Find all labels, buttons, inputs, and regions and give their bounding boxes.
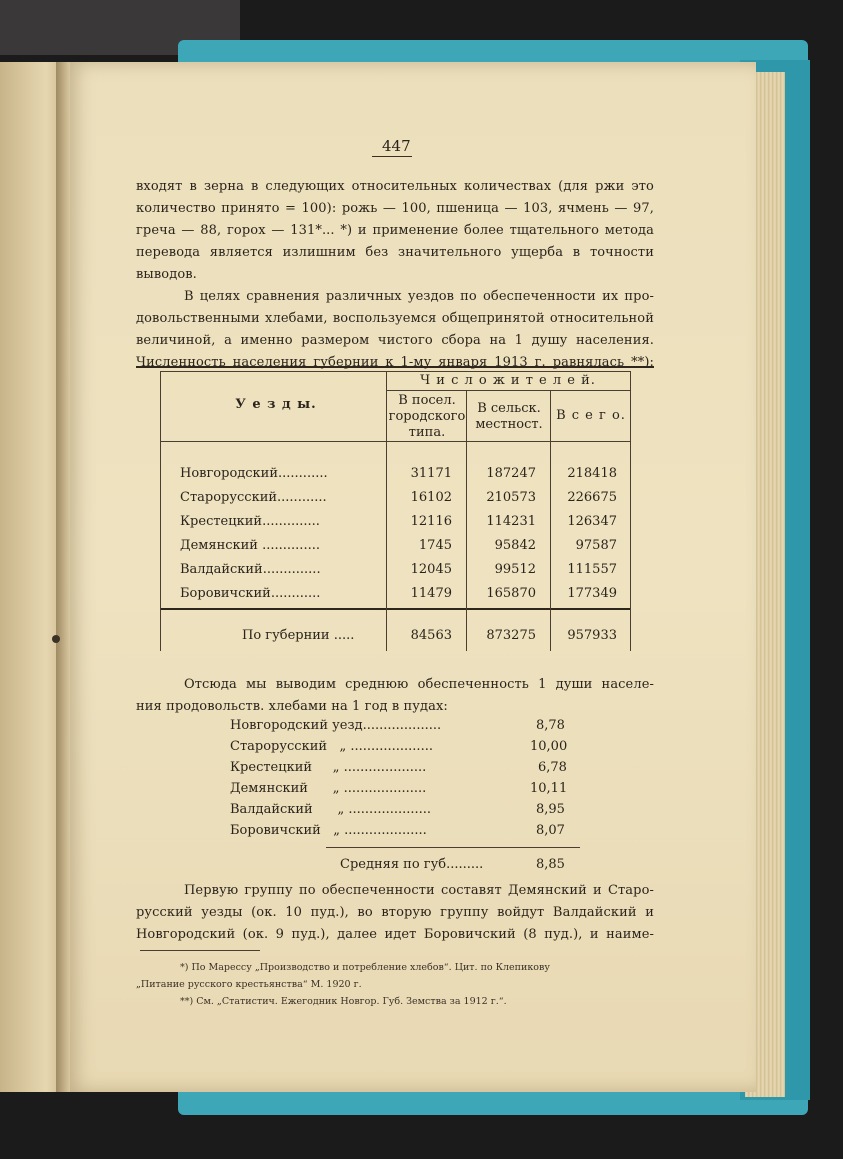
leader-dots: .............. [262, 514, 320, 529]
leader-dots: .................... [344, 802, 432, 817]
row-total: 177349 [567, 586, 617, 601]
text-line: Первую группу по обеспеченности составят Демянский и Старо- [184, 883, 654, 898]
row-rural: 99512 [494, 562, 536, 577]
leader-dots: ............ [277, 490, 327, 505]
list-item-value: 8,95 [536, 802, 565, 817]
header-urban-line: В посел. [398, 393, 456, 408]
list-item-suffix: „ [332, 781, 340, 796]
leader-dots: .................... [340, 823, 427, 838]
header-group: Ч и с л о ж и т е л е й. [420, 373, 596, 388]
average-value: 8,85 [536, 857, 565, 872]
row-urban: 12116 [410, 514, 452, 529]
average-label-text: Средняя по губ. [340, 857, 451, 872]
list-item [230, 781, 426, 796]
list-item-suffix: „ [337, 802, 345, 817]
text-line: греча — 88, горох — 131*... *) и применение более тщательного метода [136, 223, 654, 238]
footnote-rule [140, 950, 260, 951]
total-label [242, 628, 354, 643]
row-total: 126347 [567, 514, 617, 529]
group-header-rule [386, 390, 630, 391]
header-districts: У е з д ы. [235, 397, 317, 412]
list-item [230, 718, 441, 733]
row-urban: 11479 [410, 586, 452, 601]
leader-dots: ............ [270, 586, 321, 601]
list-item-suffix: „ [333, 823, 340, 838]
total-top-rule [160, 608, 630, 610]
header-rural-line: местност. [475, 417, 543, 432]
footnote: „Питание русского крестьянства“ М. 1920 г. [136, 979, 362, 990]
leader-dots: ................... [362, 718, 442, 733]
row-district [180, 586, 320, 601]
district-name: Валдайский [180, 562, 263, 577]
row-urban: 1745 [418, 538, 452, 553]
row-urban: 12045 [410, 562, 452, 577]
district-name: Боровичский [180, 586, 271, 601]
row-rural: 95842 [494, 538, 536, 553]
table-vline [386, 371, 387, 651]
table-top-rule [136, 366, 654, 368]
list-item [230, 802, 431, 817]
header-urban [388, 393, 466, 441]
leader-dots: .................... [339, 760, 427, 775]
list-item-suffix: „ [339, 739, 347, 754]
row-rural: 165870 [486, 586, 536, 601]
district-name: Новгородский [180, 466, 279, 481]
list-item-value: 10,11 [530, 781, 568, 796]
list-item-value: 8,78 [536, 718, 565, 733]
district-name: Крестецкий [180, 514, 263, 529]
row-district [180, 490, 327, 505]
paragraph-comparison [136, 286, 654, 374]
list-item-suffix: уезд [332, 718, 363, 733]
page-number: 447 [382, 137, 411, 155]
row-rural: 210573 [486, 490, 536, 505]
leader-dots: .............. [262, 562, 321, 577]
list-item-name: Демянский [230, 781, 308, 796]
header-rural [468, 401, 550, 433]
footnote: **) См. „Статистич. Ежегодник Новгор. Губ. Земства за 1912 г.“. [180, 996, 507, 1007]
average-rule [326, 847, 580, 848]
list-item-value: 10,00 [530, 739, 568, 754]
list-item-value: 6,78 [538, 760, 567, 775]
text-line: Новгородский (ок. 9 пуд.), далее идет Боровичский (8 пуд.), и наиме- [136, 927, 654, 942]
row-total: 226675 [567, 490, 617, 505]
text-line: количество принято = 100): рожь — 100, пшеница — 103, ячмень — 97, [136, 201, 654, 216]
paragraph-groups [136, 880, 654, 946]
header-total: В с е г о. [556, 408, 626, 423]
header-urban-line: типа. [408, 425, 446, 440]
row-total: 97587 [575, 538, 617, 553]
text-line: величиной, а именно размером чистого сбора на 1 душу населения. [136, 333, 654, 348]
table-left-line [160, 371, 161, 651]
list-item-name: Новгородский [230, 718, 329, 733]
table-top-rule-2 [160, 371, 630, 372]
row-district [180, 562, 321, 577]
header-rural-line: В сельск. [477, 401, 541, 416]
leader-dots: .............. [257, 538, 320, 553]
list-item-suffix: „ [332, 760, 340, 775]
total-total: 957933 [567, 628, 617, 643]
text-line: В целях сравнения различных уездов по обеспеченности их про- [184, 289, 654, 304]
total-name: По губернии [242, 628, 330, 643]
table-right-line [630, 371, 631, 651]
row-urban: 16102 [410, 490, 452, 505]
list-item-name: Валдайский [230, 802, 313, 817]
leader-dots: ............ [278, 466, 328, 481]
district-name: Старорусский [180, 490, 278, 505]
leader-dots: ........ [450, 857, 484, 872]
list-item [230, 760, 426, 775]
row-district [180, 538, 320, 553]
row-urban: 31171 [410, 466, 452, 481]
page-number-rule [372, 156, 412, 157]
row-total: 111557 [567, 562, 617, 577]
footnote: *) По Марессу „Производство и потребление хлебов“. Цит. по Клепикову [180, 962, 550, 973]
header-bottom-rule [160, 441, 630, 442]
text-line: Численность населения губернии к 1-му января 1913 г. равнялась **): [136, 355, 654, 370]
total-urban: 84563 [410, 628, 452, 643]
leader-dots: ..... [329, 628, 355, 643]
leader-dots: .................... [346, 739, 433, 754]
row-total: 218418 [567, 466, 617, 481]
leader-dots: .................... [339, 781, 427, 796]
text-line: довольственными хлебами, воспользуемся общепринятой относительной [136, 311, 654, 326]
text-line: входят в зерна в следующих относительных количествах (для ржи это [136, 179, 654, 194]
text-line: Отсюда мы выводим среднюю обеспеченность 1 души населе- [184, 677, 654, 692]
list-item-value: 8,07 [536, 823, 565, 838]
intro-paragraph [136, 176, 654, 286]
list-item-name: Боровичский [230, 823, 321, 838]
header-urban-line: городского [388, 409, 466, 424]
average-label [340, 857, 483, 872]
row-rural: 187247 [486, 466, 536, 481]
text-line: перевода является излишним без значительного ущерба в точности [136, 245, 654, 260]
list-item [230, 739, 433, 754]
row-district [180, 466, 328, 481]
list-item-name: Крестецкий [230, 760, 313, 775]
text-line: русский уезды (ок. 10 пуд.), во вторую группу войдут Валдайский и [136, 905, 654, 920]
text-line: ния продовольств. хлебами на 1 год в пудах: [136, 699, 448, 714]
district-name: Демянский [180, 538, 258, 553]
list-item-name: Старорусский [230, 739, 328, 754]
total-rural: 873275 [486, 628, 536, 643]
row-rural: 114231 [486, 514, 536, 529]
row-district [180, 514, 320, 529]
text-line: выводов. [136, 267, 197, 282]
paragraph-provision [136, 674, 654, 718]
list-item [230, 823, 427, 838]
